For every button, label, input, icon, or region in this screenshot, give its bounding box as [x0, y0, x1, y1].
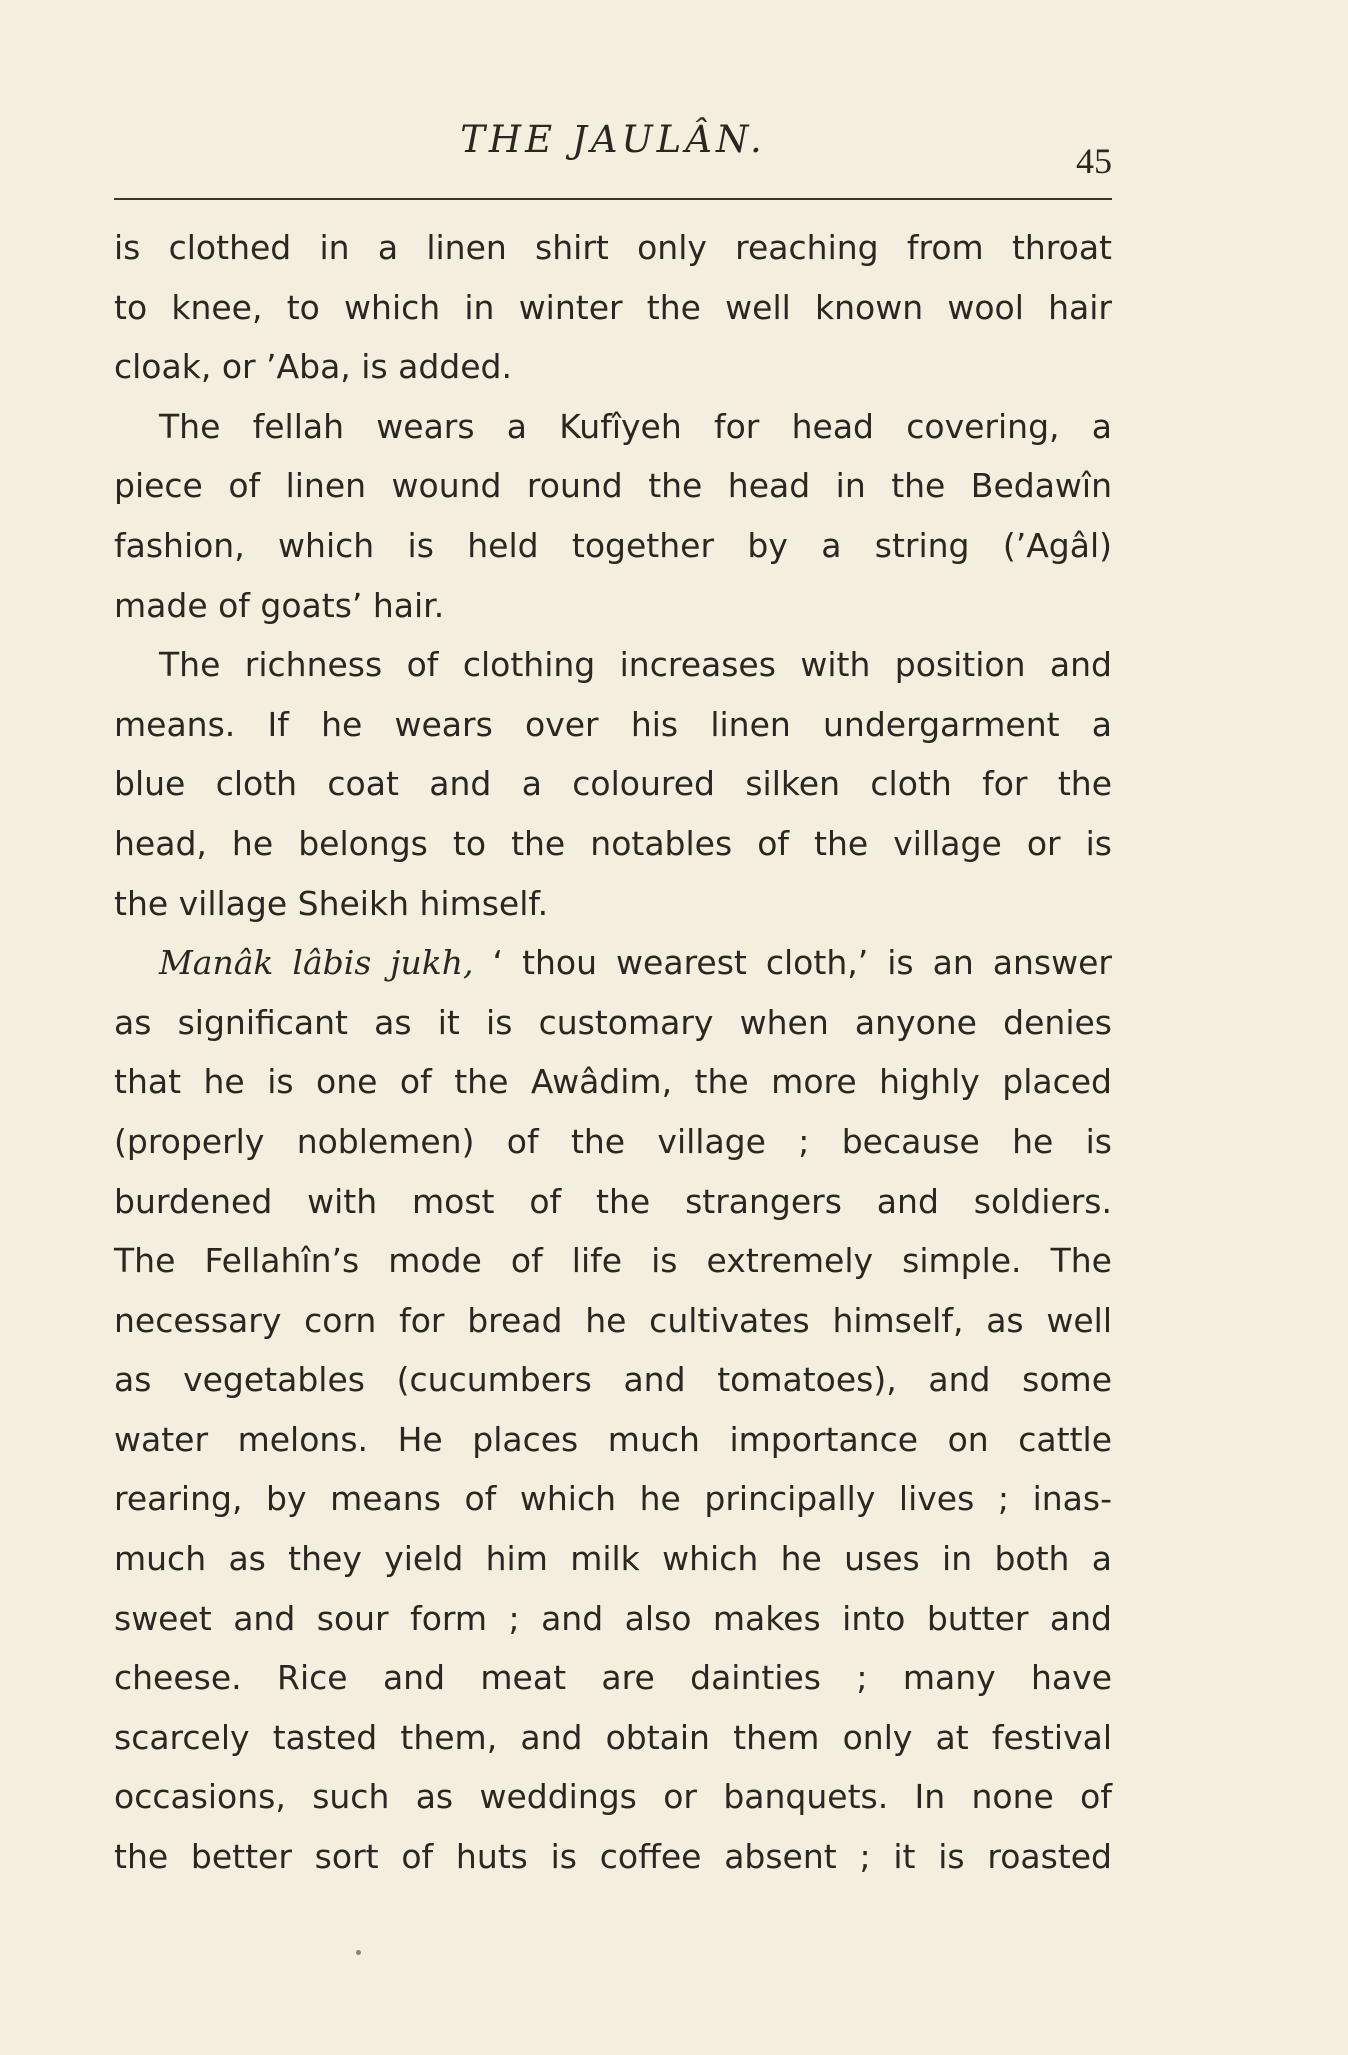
lead-rest: ‘ thou wearest cloth,’ is an answer: [473, 943, 1112, 983]
text-line: burdened with most of the strangers and soldiers.: [114, 1181, 1112, 1221]
text-line: occasions, such as weddings or banquets. In none of: [114, 1777, 1112, 1817]
text-line: as vegetables (cucumbers and tomatoes), and some: [114, 1360, 1112, 1400]
text-line: The richness of clothing increases with position and: [159, 645, 1112, 685]
text-line: fashion, which is held together by a string (’Agâl): [114, 525, 1112, 565]
text-line: as significant as it is customary when anyone denies: [114, 1002, 1112, 1042]
text-line: water melons. He places much importance on cattle: [114, 1419, 1112, 1459]
text-line: the village Sheikh himself.: [114, 883, 549, 923]
text-line: means. If he wears over his linen undergarment a: [114, 704, 1112, 744]
text-line: blue cloth coat and a coloured silken cloth for the: [114, 764, 1112, 804]
text-line: rearing, by means of which he principally lives ; inas-: [114, 1479, 1112, 1519]
page-number: 45: [1076, 141, 1112, 181]
text-line: that he is one of the Awâdim, the more highly placed: [114, 1062, 1112, 1102]
text-line: is clothed in a linen shirt only reaching from throat: [114, 228, 1112, 267]
running-head: [114, 118, 1112, 188]
body-text: [114, 218, 1112, 1887]
text-line: The fellah wears a Kufîyeh for head covering, a: [159, 406, 1112, 446]
text-line: to knee, to which in winter the well known wool hair: [114, 287, 1112, 327]
text-line: sweet and sour form ; and also makes into butter and: [114, 1598, 1112, 1638]
text-line: the better sort of huts is coffee absent ; it is roasted: [114, 1837, 1112, 1877]
text-line: (properly noblemen) of the village ; because he is: [114, 1121, 1112, 1161]
text-line: scarcely tasted them, and obtain them only at festival: [114, 1717, 1112, 1757]
text-line: cheese. Rice and meat are dainties ; many have: [114, 1658, 1112, 1698]
text-line: made of goats’ hair.: [114, 585, 445, 625]
paper-speck: [356, 1950, 361, 1955]
running-title: THE JAULÂN.: [460, 118, 766, 161]
text-line: head, he belongs to the notables of the village or is: [114, 823, 1112, 863]
header-rule: [114, 198, 1112, 200]
text-line: necessary corn for bread he cultivates himself, as well: [114, 1300, 1112, 1340]
italic-phrase: Manâk lâbis jukh,: [159, 943, 474, 983]
text-line: The Fellahîn’s mode of life is extremely simple. The: [114, 1241, 1112, 1281]
text-line: cloak, or ’Aba, is added.: [114, 347, 512, 387]
text-line: piece of linen wound round the head in the Bedawîn: [114, 466, 1112, 506]
text-line: much as they yield him milk which he uses in both a: [114, 1539, 1112, 1579]
text-line-with-italic-lead: [114, 933, 1112, 993]
